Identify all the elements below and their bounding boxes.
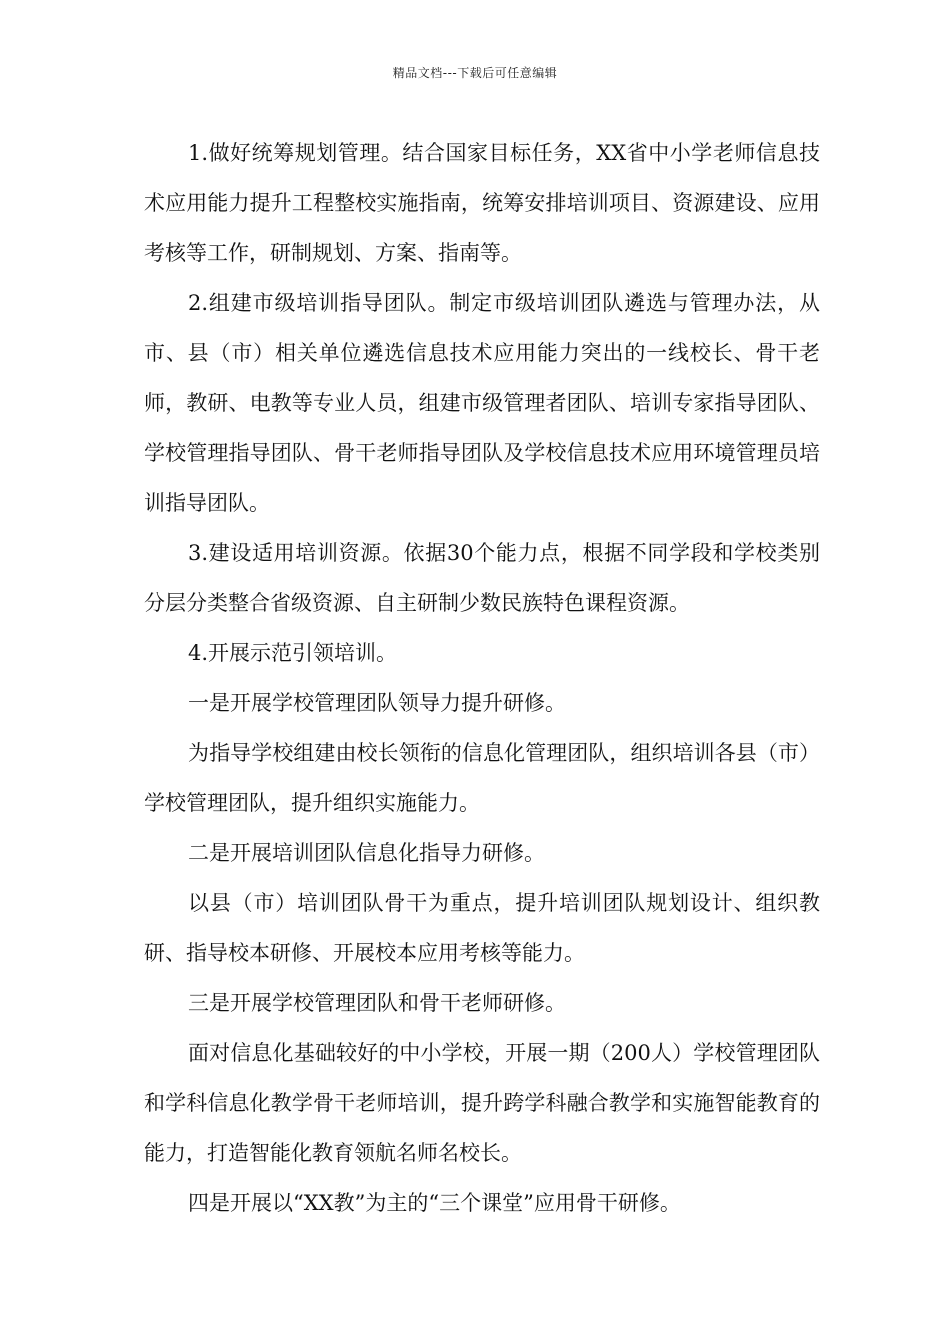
paragraph-3: 3.建设适用培训资源。依据30个能力点，根据不同学段和学校类别分层分类整合省级资源、自主研制少数民族特色课程资源。 xyxy=(144,541,820,615)
document-body xyxy=(144,128,820,1228)
paragraph-8: 以县（市）培训团队骨干为重点，提升培训团队规划设计、组织教研、指导校本研修、开展校本应用考核等能力。 xyxy=(144,891,820,965)
paragraph-4: 4.开展示范引领培训。 xyxy=(188,641,398,665)
paragraph-5: 一是开展学校管理团队领导力提升研修。 xyxy=(188,691,566,715)
paragraph-1: 1.做好统筹规划管理。结合国家目标任务，XX省中小学老师信息技术应用能力提升工程整校实施指南，统筹安排培训项目、资源建设、应用考核等工作，研制规划、方案、指南等。 xyxy=(144,141,820,265)
paragraph-11: 四是开展以“XX教”为主的“三个课堂”应用骨干研修。 xyxy=(188,1191,681,1215)
page-header: 精品文档---下载后可任意编辑 xyxy=(392,66,558,80)
paragraph-9: 三是开展学校管理团队和骨干老师研修。 xyxy=(188,991,566,1015)
paragraph-7: 二是开展培训团队信息化指导力研修。 xyxy=(188,841,545,865)
paragraph-2: 2.组建市级培训指导团队。制定市级培训团队遴选与管理办法，从市、县（市）相关单位遴选信息技术应用能力突出的一线校长、骨干老师，教研、电教等专业人员，组建市级管理者团队、培训专家指导团队、学校管理指导团队、骨干老师指导团队及学校信息技术应用环境管理员培训指导团队。 xyxy=(144,291,820,515)
paragraph-10: 面对信息化基础较好的中小学校，开展一期（200人）学校管理团队和学科信息化教学骨干老师培训，提升跨学科融合教学和实施智能教育的能力，打造智能化教育领航名师名校长。 xyxy=(144,1041,820,1165)
paragraph-6: 为指导学校组建由校长领衔的信息化管理团队，组织培训各县（市）学校管理团队，提升组织实施能力。 xyxy=(144,741,820,815)
